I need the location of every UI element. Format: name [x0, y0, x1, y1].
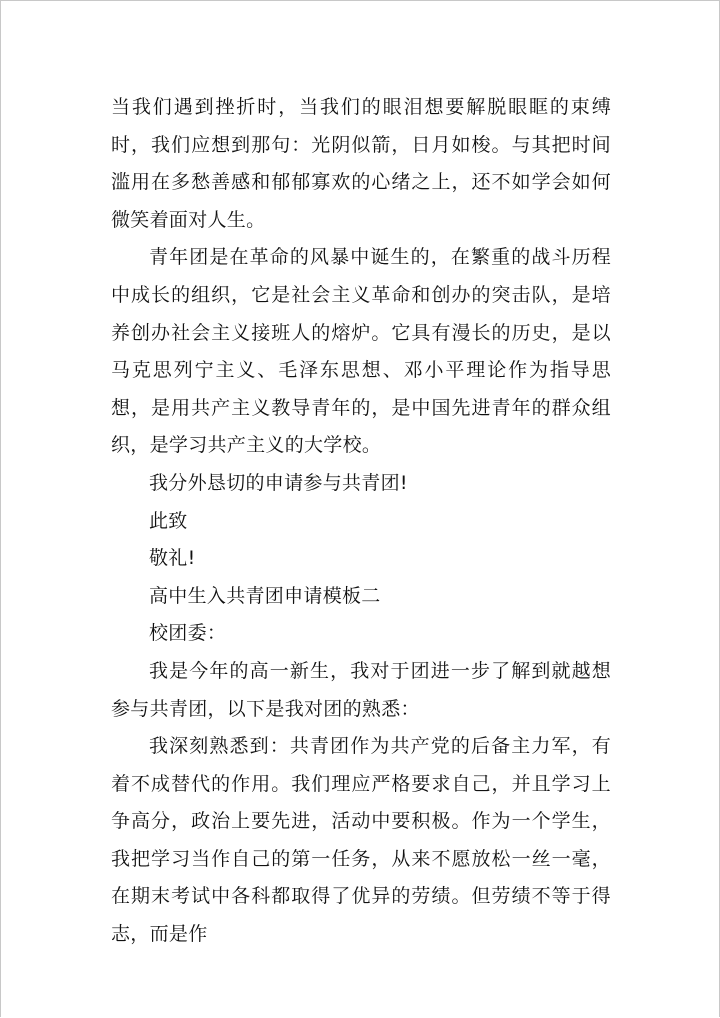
- salutation-cizhi: 此致: [149, 509, 188, 532]
- paragraph-1: 当我们遇到挫折时，当我们的眼泪想要解脱眼眶的束缚时，我们应想到那句：光阴似箭，日月如梭。与其把时间滥用在多愁善感和郁郁寡欢的心绪之上，还不如学会如何微笑着面对人生。: [111, 96, 611, 231]
- paragraph-5: 我深刻熟悉到：共青团作为共产党的后备主力军，有着不成替代的作用。我们理应严格要求自己，并且学习上争高分，政治上要先进，活动中要积极。作为一个学生，我把学习当作自己的第一任务，从来不愿放松一丝一毫，在期末考试中各科都取得了优异的劳绩。但劳绩不等于得志，而是作: [111, 735, 611, 946]
- section-heading: 高中生入共青团申请模板二: [149, 584, 381, 607]
- paragraph-4: 我是今年的高一新生，我对于团进一步了解到就越想参与共青团，以下是我对团的熟悉：: [111, 659, 611, 720]
- paragraph-2: 青年团是在革命的风暴中诞生的，在繁重的战斗历程中成长的组织，它是社会主义革命和创办的突击队，是培养创办社会主义接班人的熔炉。它具有漫长的历史，是以马克思列宁主义、毛泽东思想、邓小平理论作为指导思想，是用共产主义教导青年的，是中国先进青年的群众组织，是学习共产主义的大学校。: [111, 246, 611, 457]
- document-body: [111, 89, 611, 954]
- addressee: 校团委：: [149, 622, 227, 645]
- salutation-jingli: 敬礼!: [149, 547, 196, 570]
- paragraph-3: 我分外恳切的申请参与共青团!: [149, 471, 408, 494]
